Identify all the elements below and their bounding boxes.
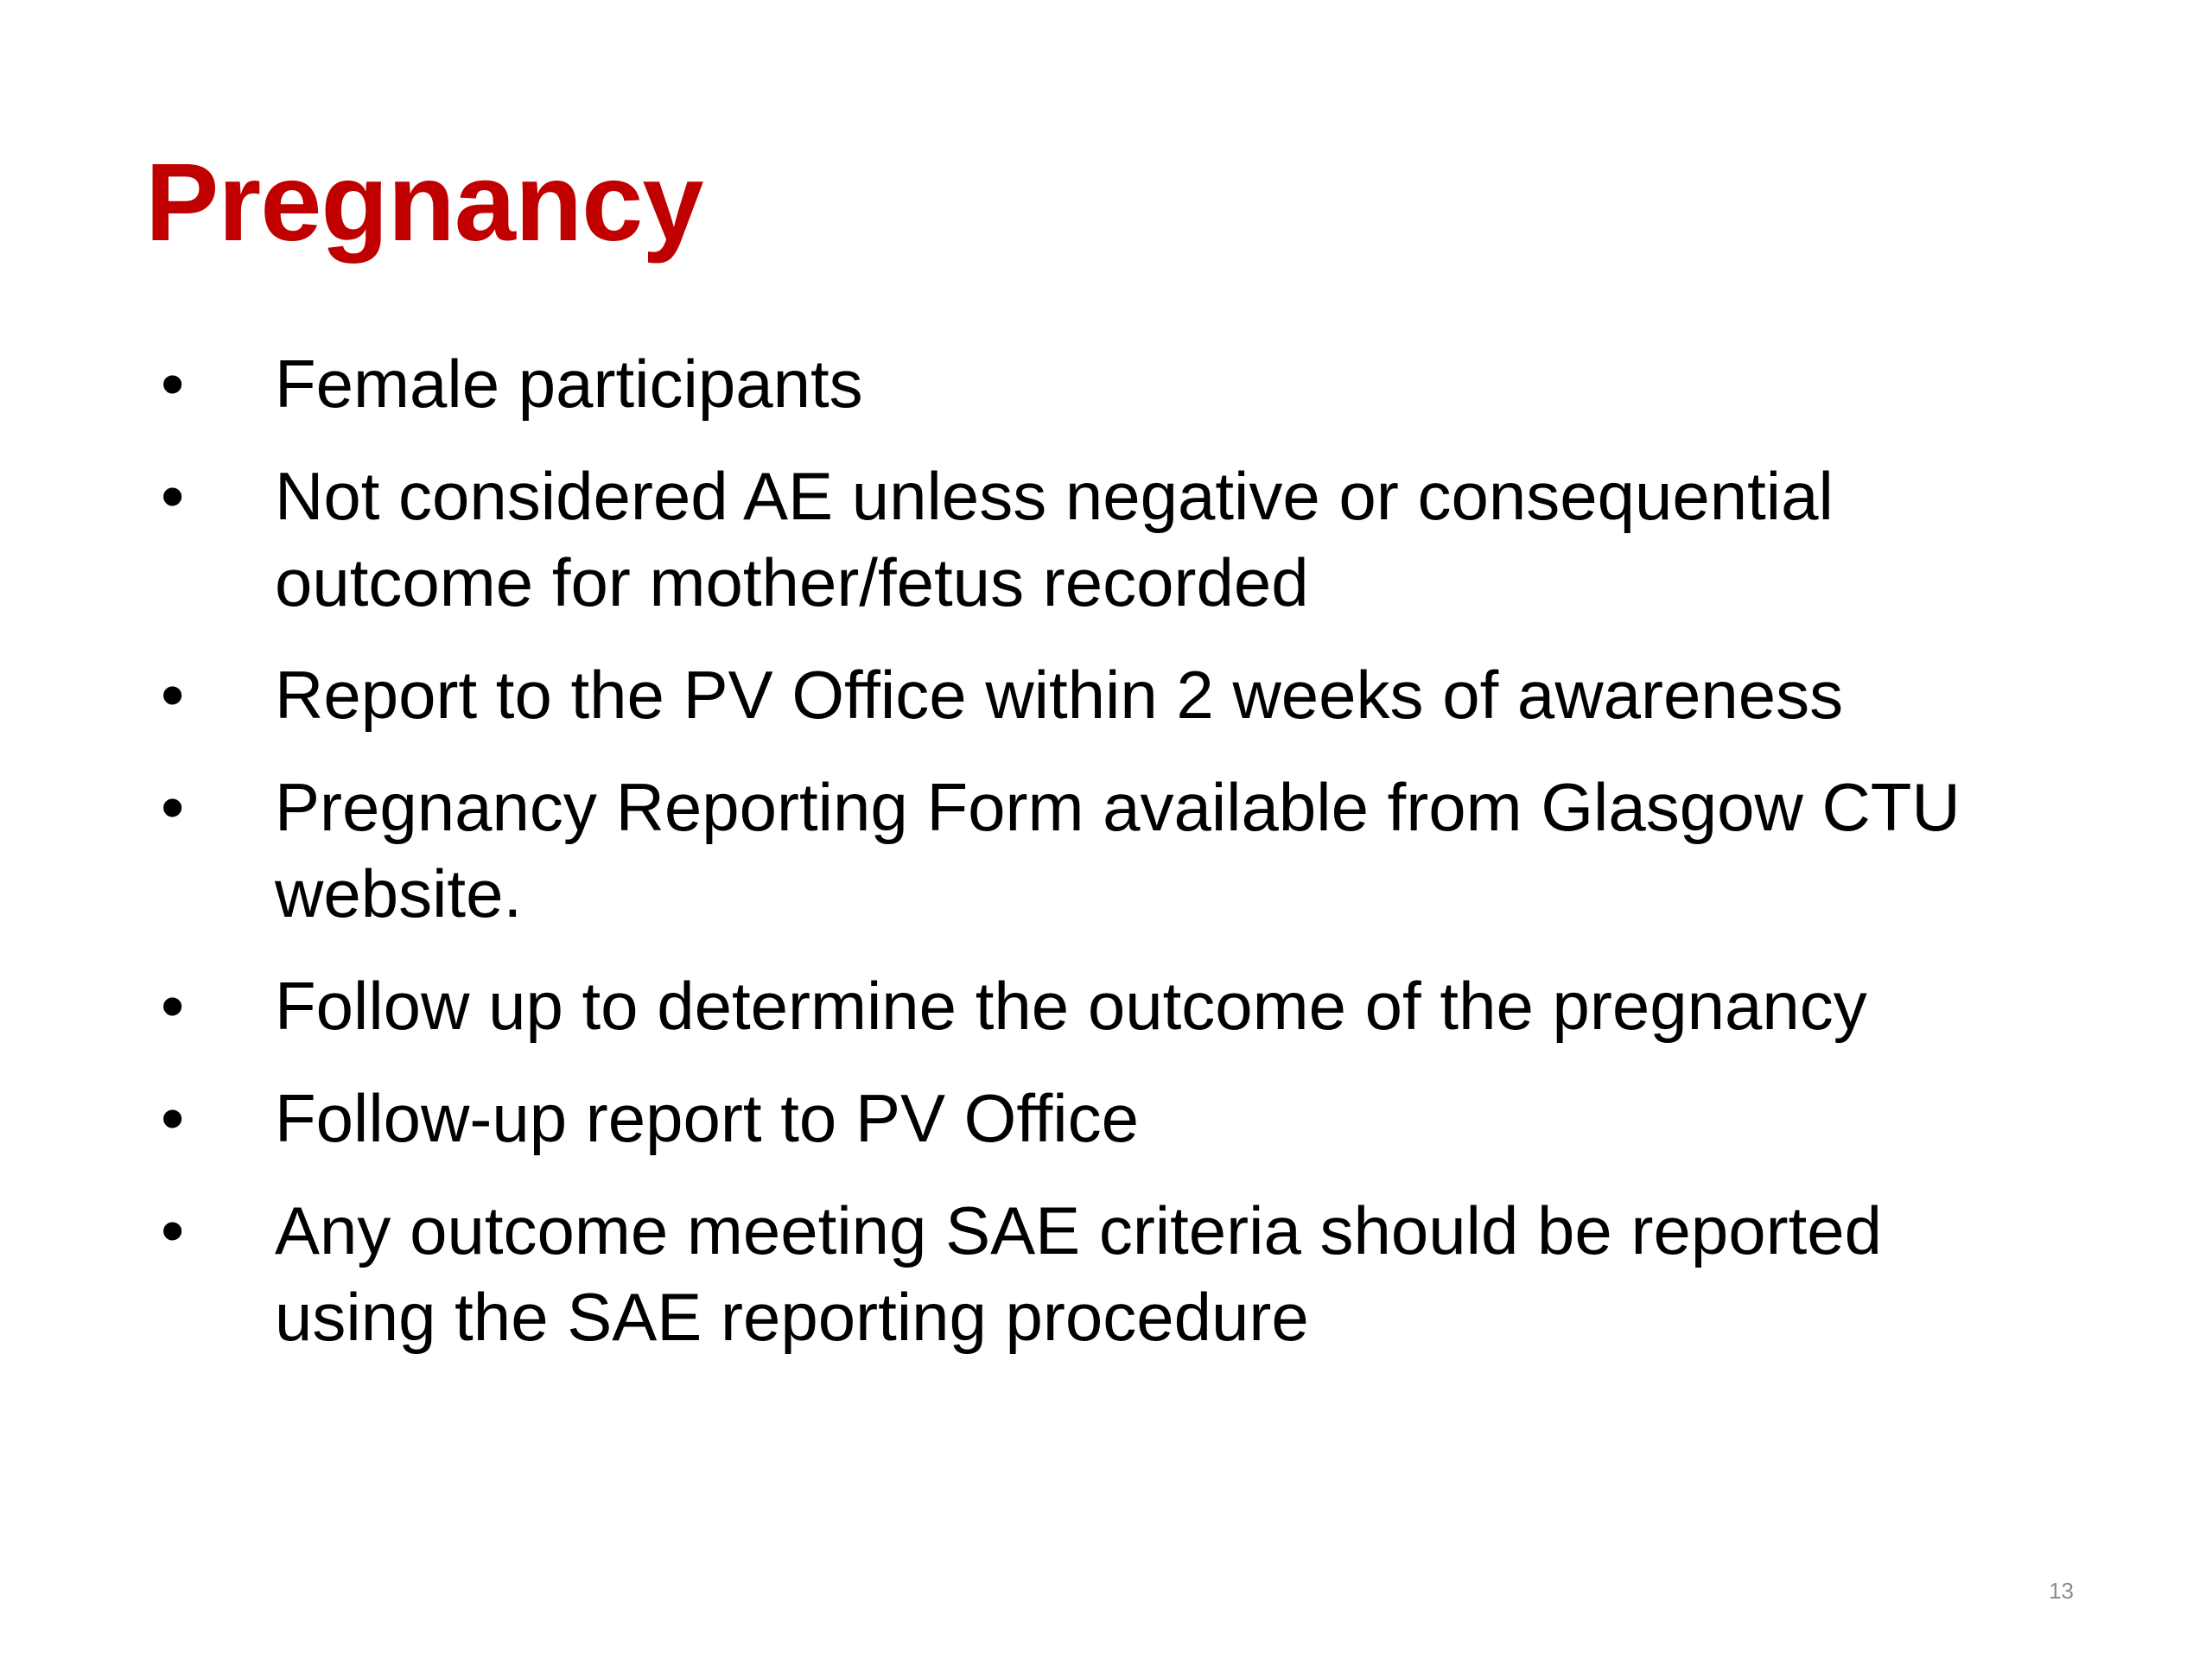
bullet-line: outcome for mother/fetus recorded xyxy=(275,544,1309,620)
bullet-text xyxy=(275,453,2089,626)
bullet-item xyxy=(0,340,2212,427)
bullet-text xyxy=(275,1075,2089,1161)
bullet-item xyxy=(0,453,2212,626)
bullet-line: Not considered AE unless negative or consequential xyxy=(275,458,1834,534)
bullet-text xyxy=(275,652,2089,738)
bullet-icon: • xyxy=(161,346,185,422)
bullet-text xyxy=(275,764,2089,937)
bullet-line: using the SAE reporting procedure xyxy=(275,1279,1309,1355)
bullet-line: Report to the PV Office within 2 weeks of awareness xyxy=(275,657,1844,733)
bullet-item xyxy=(0,764,2212,937)
bullet-line: website. xyxy=(275,855,523,931)
bullet-list xyxy=(0,340,2212,1386)
bullet-icon: • xyxy=(161,1080,185,1156)
bullet-icon: • xyxy=(161,968,185,1044)
bullet-icon: • xyxy=(161,769,185,845)
bullet-icon: • xyxy=(161,458,185,534)
bullet-line: Pregnancy Reporting Form available from Glasgow CTU xyxy=(275,769,1961,845)
bullet-line: Follow-up report to PV Office xyxy=(275,1080,1139,1156)
bullet-text xyxy=(275,340,2089,427)
bullet-item xyxy=(0,652,2212,738)
bullet-icon: • xyxy=(161,1192,185,1268)
slide-title: Pregnancy xyxy=(145,141,703,264)
bullet-item xyxy=(0,1187,2212,1360)
bullet-line: Female participants xyxy=(275,346,863,422)
bullet-text xyxy=(275,1187,2089,1360)
page-number: 13 xyxy=(2049,1578,2074,1604)
bullet-item xyxy=(0,963,2212,1049)
bullet-text xyxy=(275,963,2089,1049)
bullet-item xyxy=(0,1075,2212,1161)
bullet-line: Follow up to determine the outcome of the pregnancy xyxy=(275,968,1867,1044)
bullet-line: Any outcome meeting SAE criteria should be reported xyxy=(275,1192,1883,1268)
bullet-icon: • xyxy=(161,657,185,733)
